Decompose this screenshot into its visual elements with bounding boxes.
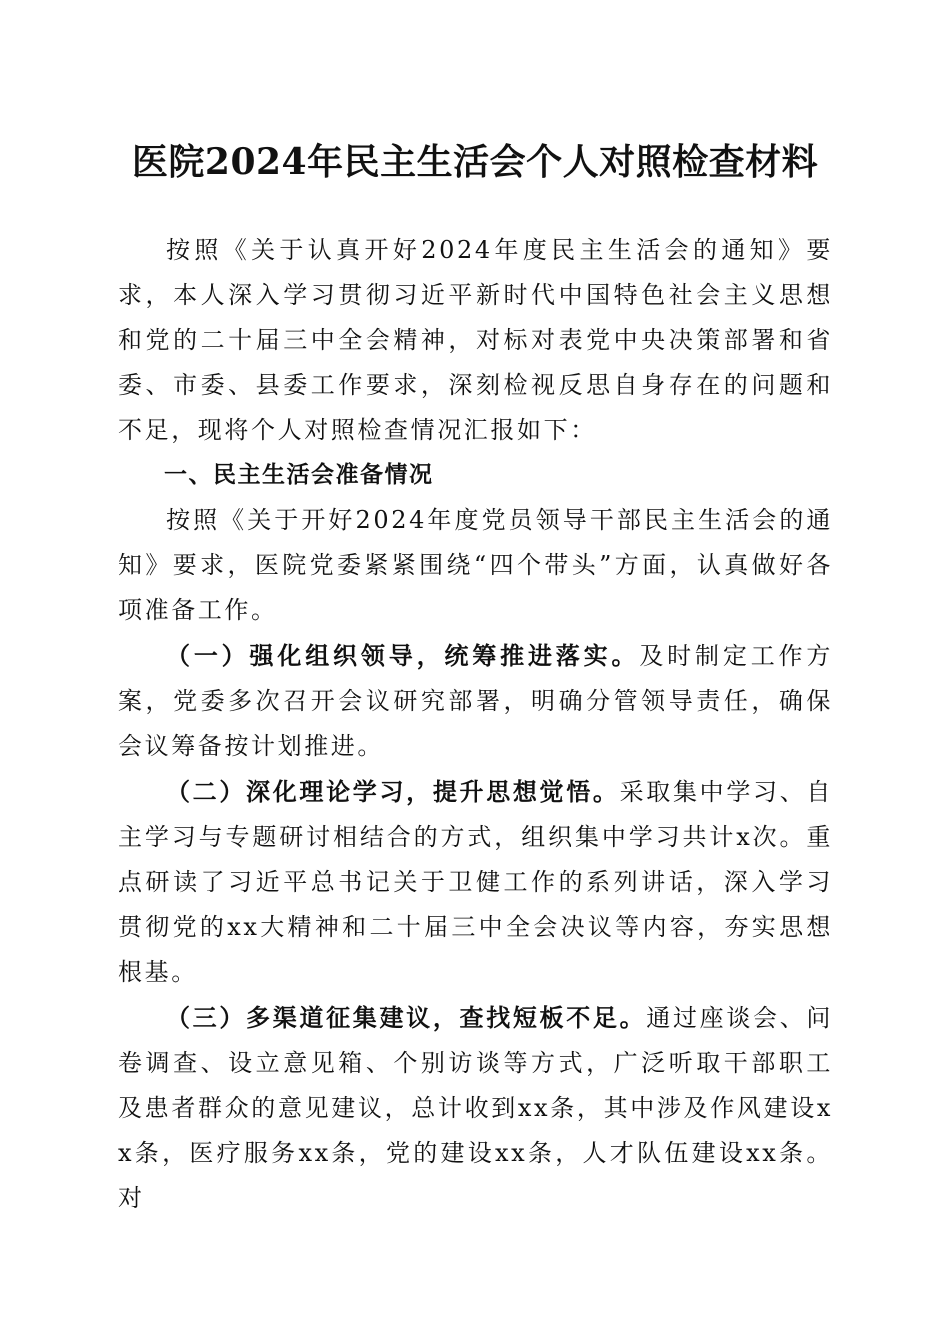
section-heading-preparation: 一、民主生活会准备情况 — [164, 462, 434, 488]
intro-paragraph: 按照《关于认真开好2024年度民主生活会的通知》要求，本人深入学习贯彻习近平新时代中国特色社会主义思想和党的二十届三中全会精神，对标对表党中央决策部署和省委、市委、县委工作要求，深刻检视反思自身存在的问题和不足，现将个人对照检查情况汇报如下： — [118, 236, 833, 444]
item-paragraph-organization — [118, 633, 833, 769]
section-intro-paragraph: 按照《关于开好2024年度党员领导干部民主生活会的通知》要求，医院党委紧紧围绕“四个带头”方面，认真做好各项准备工作。 — [118, 506, 833, 624]
item-text-organization: 及时制定工作方案，党委多次召开会议研究部署，明确分管领导责任，确保会议筹备按计划推进。 — [118, 642, 834, 760]
document-body — [118, 228, 833, 1221]
document-title: 医院2024年民主生活会个人对照检查材料 — [131, 141, 819, 183]
item-lead-organization: （一）强化组织领导，统筹推进落实。 — [166, 641, 640, 670]
item-paragraph-suggestions — [118, 995, 833, 1221]
item-lead-study: （二）深化理论学习，提升思想觉悟。 — [166, 777, 620, 806]
item-text-suggestions: 通过座谈会、问卷调查、设立意见箱、个别访谈等方式，广泛听取干部职工及患者群众的意见建议，总计收到xx条，其中涉及作风建设xx条，医疗服务xx条，党的建设xx条，人才队伍建设xx条。对 — [118, 1004, 833, 1212]
item-text-study: 采取集中学习、自主学习与专题研讨相结合的方式，组织集中学习共计x次。重点研读了习近平总书记关于卫健工作的系列讲话，深入学习贯彻党的xx大精神和二十届三中全会决议等内容，夯实思想根基。 — [118, 778, 833, 986]
item-lead-suggestions: （三）多渠道征集建议，查找短板不足。 — [166, 1003, 647, 1032]
item-paragraph-study — [118, 769, 833, 995]
